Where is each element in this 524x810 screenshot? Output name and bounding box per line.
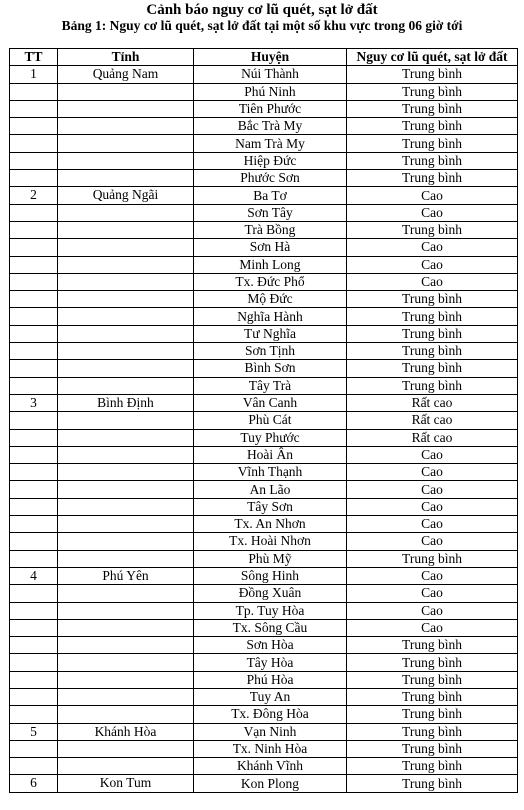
cell-huyen: Phú Ninh	[194, 83, 347, 100]
cell-huyen: Tuy An	[194, 688, 347, 705]
cell-tt	[10, 550, 58, 567]
cell-huyen: Đồng Xuân	[194, 585, 347, 602]
cell-tt	[10, 343, 58, 360]
cell-huyen: Hoài Ân	[194, 446, 347, 463]
cell-tt	[10, 637, 58, 654]
cell-tinh: Kon Tum	[58, 775, 194, 792]
table-row	[10, 66, 518, 83]
cell-huyen: Bắc Trà My	[194, 118, 347, 135]
cell-nguy-co: Trung bình	[347, 706, 518, 723]
cell-tinh: Phú Yên	[58, 567, 194, 584]
cell-huyen: Tx. Sông Cầu	[194, 619, 347, 636]
table-row	[10, 758, 518, 775]
cell-nguy-co: Trung bình	[347, 118, 518, 135]
cell-huyen: Sơn Hòa	[194, 637, 347, 654]
cell-tinh	[58, 758, 194, 775]
table-row	[10, 83, 518, 100]
table-row	[10, 429, 518, 446]
cell-nguy-co: Cao	[347, 273, 518, 290]
table-row	[10, 135, 518, 152]
cell-tinh	[58, 308, 194, 325]
cell-tt	[10, 412, 58, 429]
cell-nguy-co: Cao	[347, 516, 518, 533]
table-row	[10, 567, 518, 584]
cell-tinh	[58, 654, 194, 671]
cell-huyen: Minh Long	[194, 256, 347, 273]
table-row	[10, 308, 518, 325]
table-caption: Bảng 1: Nguy cơ lũ quét, sạt lở đất tại một số khu vực trong 06 giờ tới	[61, 18, 463, 33]
table-row	[10, 706, 518, 723]
cell-nguy-co: Cao	[347, 567, 518, 584]
cell-tt	[10, 204, 58, 221]
cell-tt	[10, 585, 58, 602]
cell-huyen: Phước Sơn	[194, 170, 347, 187]
cell-tt	[10, 619, 58, 636]
table-row	[10, 464, 518, 481]
cell-nguy-co: Trung bình	[347, 100, 518, 117]
table-row	[10, 239, 518, 256]
cell-huyen: Vạn Ninh	[194, 723, 347, 740]
table-row	[10, 221, 518, 238]
cell-tt	[10, 533, 58, 550]
table-row	[10, 723, 518, 740]
cell-tinh	[58, 464, 194, 481]
table-row	[10, 585, 518, 602]
cell-nguy-co: Trung bình	[347, 221, 518, 238]
cell-nguy-co: Trung bình	[347, 637, 518, 654]
table-row	[10, 671, 518, 688]
cell-tt	[10, 688, 58, 705]
cell-huyen: Khánh Vĩnh	[194, 758, 347, 775]
cell-tinh	[58, 740, 194, 757]
table-row	[10, 360, 518, 377]
cell-nguy-co: Cao	[347, 464, 518, 481]
cell-tinh	[58, 671, 194, 688]
cell-tinh	[58, 221, 194, 238]
table-row	[10, 740, 518, 757]
cell-tinh	[58, 619, 194, 636]
cell-tinh	[58, 239, 194, 256]
cell-tt	[10, 706, 58, 723]
cell-huyen: Sơn Hà	[194, 239, 347, 256]
cell-tt: 1	[10, 66, 58, 83]
cell-nguy-co: Cao	[347, 619, 518, 636]
cell-nguy-co: Trung bình	[347, 308, 518, 325]
cell-tinh: Khánh Hòa	[58, 723, 194, 740]
cell-huyen: Núi Thành	[194, 66, 347, 83]
cell-nguy-co: Trung bình	[347, 135, 518, 152]
table-row	[10, 100, 518, 117]
cell-huyen: Tx. Đông Hòa	[194, 706, 347, 723]
cell-huyen: Nam Trà My	[194, 135, 347, 152]
cell-nguy-co: Trung bình	[347, 66, 518, 83]
cell-tt	[10, 118, 58, 135]
cell-huyen: Tx. An Nhơn	[194, 516, 347, 533]
cell-nguy-co: Trung bình	[347, 325, 518, 342]
cell-tinh: Quảng Nam	[58, 66, 194, 83]
cell-tinh	[58, 360, 194, 377]
table-row	[10, 204, 518, 221]
cell-huyen: Vân Canh	[194, 394, 347, 411]
table-row	[10, 325, 518, 342]
cell-tt: 2	[10, 187, 58, 204]
table-row	[10, 498, 518, 515]
table-row	[10, 152, 518, 169]
cell-tt	[10, 135, 58, 152]
cell-tt	[10, 377, 58, 394]
table-row	[10, 273, 518, 290]
table-row	[10, 619, 518, 636]
header-row	[10, 49, 518, 66]
cell-nguy-co: Cao	[347, 585, 518, 602]
table-row	[10, 775, 518, 792]
table-row	[10, 412, 518, 429]
cell-nguy-co: Trung bình	[347, 377, 518, 394]
cell-huyen: Sông Hinh	[194, 567, 347, 584]
cell-tinh	[58, 135, 194, 152]
cell-huyen: Phù Cát	[194, 412, 347, 429]
cell-huyen: Mộ Đức	[194, 291, 347, 308]
table-row	[10, 187, 518, 204]
cell-tinh	[58, 585, 194, 602]
cell-tt	[10, 602, 58, 619]
header-nguy-co: Nguy cơ lũ quét, sạt lở đất	[347, 49, 518, 66]
cell-tt	[10, 758, 58, 775]
cell-nguy-co: Rất cao	[347, 412, 518, 429]
header-tt: TT	[10, 49, 58, 66]
page-title: Cảnh báo nguy cơ lũ quét, sạt lở đất	[146, 2, 378, 18]
cell-huyen: Ba Tơ	[194, 187, 347, 204]
cell-nguy-co: Trung bình	[347, 360, 518, 377]
cell-huyen: Trà Bồng	[194, 221, 347, 238]
cell-tinh	[58, 325, 194, 342]
cell-tt	[10, 516, 58, 533]
cell-huyen: An Lão	[194, 481, 347, 498]
table-row	[10, 688, 518, 705]
table-row	[10, 343, 518, 360]
cell-nguy-co: Cao	[347, 239, 518, 256]
table-row	[10, 118, 518, 135]
cell-tt	[10, 446, 58, 463]
cell-tt	[10, 100, 58, 117]
table-row	[10, 394, 518, 411]
table-row	[10, 516, 518, 533]
cell-tt	[10, 325, 58, 342]
cell-tinh	[58, 343, 194, 360]
cell-tt	[10, 464, 58, 481]
cell-tt	[10, 740, 58, 757]
cell-tt	[10, 291, 58, 308]
cell-tt	[10, 360, 58, 377]
cell-tt	[10, 83, 58, 100]
cell-nguy-co: Trung bình	[347, 291, 518, 308]
cell-tinh	[58, 118, 194, 135]
cell-tt: 5	[10, 723, 58, 740]
cell-nguy-co: Trung bình	[347, 671, 518, 688]
cell-tinh	[58, 412, 194, 429]
table-row	[10, 256, 518, 273]
cell-tinh	[58, 498, 194, 515]
cell-nguy-co: Cao	[347, 446, 518, 463]
cell-nguy-co: Trung bình	[347, 343, 518, 360]
cell-tinh	[58, 550, 194, 567]
cell-nguy-co: Trung bình	[347, 83, 518, 100]
cell-tt	[10, 239, 58, 256]
cell-tt: 3	[10, 394, 58, 411]
table-row	[10, 170, 518, 187]
cell-nguy-co: Trung bình	[347, 740, 518, 757]
cell-tinh	[58, 204, 194, 221]
cell-tt	[10, 429, 58, 446]
cell-nguy-co: Cao	[347, 187, 518, 204]
cell-huyen: Vĩnh Thạnh	[194, 464, 347, 481]
cell-huyen: Phú Hòa	[194, 671, 347, 688]
table-row	[10, 446, 518, 463]
cell-nguy-co: Cao	[347, 498, 518, 515]
cell-nguy-co: Cao	[347, 256, 518, 273]
cell-tinh: Bình Định	[58, 394, 194, 411]
cell-nguy-co: Cao	[347, 533, 518, 550]
table-row	[10, 637, 518, 654]
cell-tinh	[58, 533, 194, 550]
cell-tinh	[58, 100, 194, 117]
cell-tinh	[58, 706, 194, 723]
cell-tt	[10, 273, 58, 290]
table-row	[10, 533, 518, 550]
cell-tt	[10, 221, 58, 238]
cell-nguy-co: Rất cao	[347, 394, 518, 411]
cell-huyen: Tây Hòa	[194, 654, 347, 671]
table-row	[10, 654, 518, 671]
cell-huyen: Bình Sơn	[194, 360, 347, 377]
table-row	[10, 291, 518, 308]
cell-nguy-co: Trung bình	[347, 550, 518, 567]
cell-nguy-co: Rất cao	[347, 429, 518, 446]
cell-tt	[10, 654, 58, 671]
cell-huyen: Tx. Hoài Nhơn	[194, 533, 347, 550]
cell-nguy-co: Trung bình	[347, 152, 518, 169]
cell-tinh	[58, 83, 194, 100]
cell-tinh	[58, 637, 194, 654]
cell-tinh	[58, 170, 194, 187]
cell-nguy-co: Cao	[347, 481, 518, 498]
header-huyen: Huyện	[194, 49, 347, 66]
cell-nguy-co: Trung bình	[347, 723, 518, 740]
cell-huyen: Tuy Phước	[194, 429, 347, 446]
cell-tt	[10, 671, 58, 688]
cell-tt	[10, 308, 58, 325]
cell-huyen: Tây Sơn	[194, 498, 347, 515]
cell-nguy-co: Trung bình	[347, 654, 518, 671]
table-header	[10, 49, 518, 66]
header-tinh: Tỉnh	[58, 49, 194, 66]
table-row	[10, 550, 518, 567]
cell-tinh: Quảng Ngãi	[58, 187, 194, 204]
cell-tinh	[58, 446, 194, 463]
table-row	[10, 481, 518, 498]
cell-tt: 4	[10, 567, 58, 584]
table-row	[10, 377, 518, 394]
cell-huyen: Phù Mỹ	[194, 550, 347, 567]
cell-nguy-co: Cao	[347, 602, 518, 619]
cell-tt	[10, 256, 58, 273]
cell-huyen: Tx. Ninh Hòa	[194, 740, 347, 757]
table-row	[10, 602, 518, 619]
cell-tt	[10, 170, 58, 187]
cell-tinh	[58, 256, 194, 273]
cell-tt	[10, 498, 58, 515]
cell-huyen: Tư Nghĩa	[194, 325, 347, 342]
cell-nguy-co: Trung bình	[347, 758, 518, 775]
cell-huyen: Tp. Tuy Hòa	[194, 602, 347, 619]
cell-huyen: Tx. Đức Phổ	[194, 273, 347, 290]
cell-tinh	[58, 273, 194, 290]
cell-tinh	[58, 291, 194, 308]
cell-huyen: Tây Trà	[194, 377, 347, 394]
cell-huyen: Kon Plong	[194, 775, 347, 792]
cell-tt	[10, 152, 58, 169]
cell-huyen: Sơn Tịnh	[194, 343, 347, 360]
cell-tinh	[58, 516, 194, 533]
cell-tt: 6	[10, 775, 58, 792]
cell-nguy-co: Trung bình	[347, 775, 518, 792]
cell-nguy-co: Trung bình	[347, 688, 518, 705]
cell-tinh	[58, 152, 194, 169]
cell-huyen: Nghĩa Hành	[194, 308, 347, 325]
risk-table	[9, 48, 518, 793]
cell-huyen: Hiệp Đức	[194, 152, 347, 169]
cell-nguy-co: Cao	[347, 204, 518, 221]
cell-tt	[10, 481, 58, 498]
cell-tinh	[58, 481, 194, 498]
cell-tinh	[58, 429, 194, 446]
cell-tinh	[58, 602, 194, 619]
cell-huyen: Tiên Phước	[194, 100, 347, 117]
cell-tinh	[58, 688, 194, 705]
table-body	[10, 66, 518, 792]
cell-tinh	[58, 377, 194, 394]
cell-nguy-co: Trung bình	[347, 170, 518, 187]
cell-huyen: Sơn Tây	[194, 204, 347, 221]
